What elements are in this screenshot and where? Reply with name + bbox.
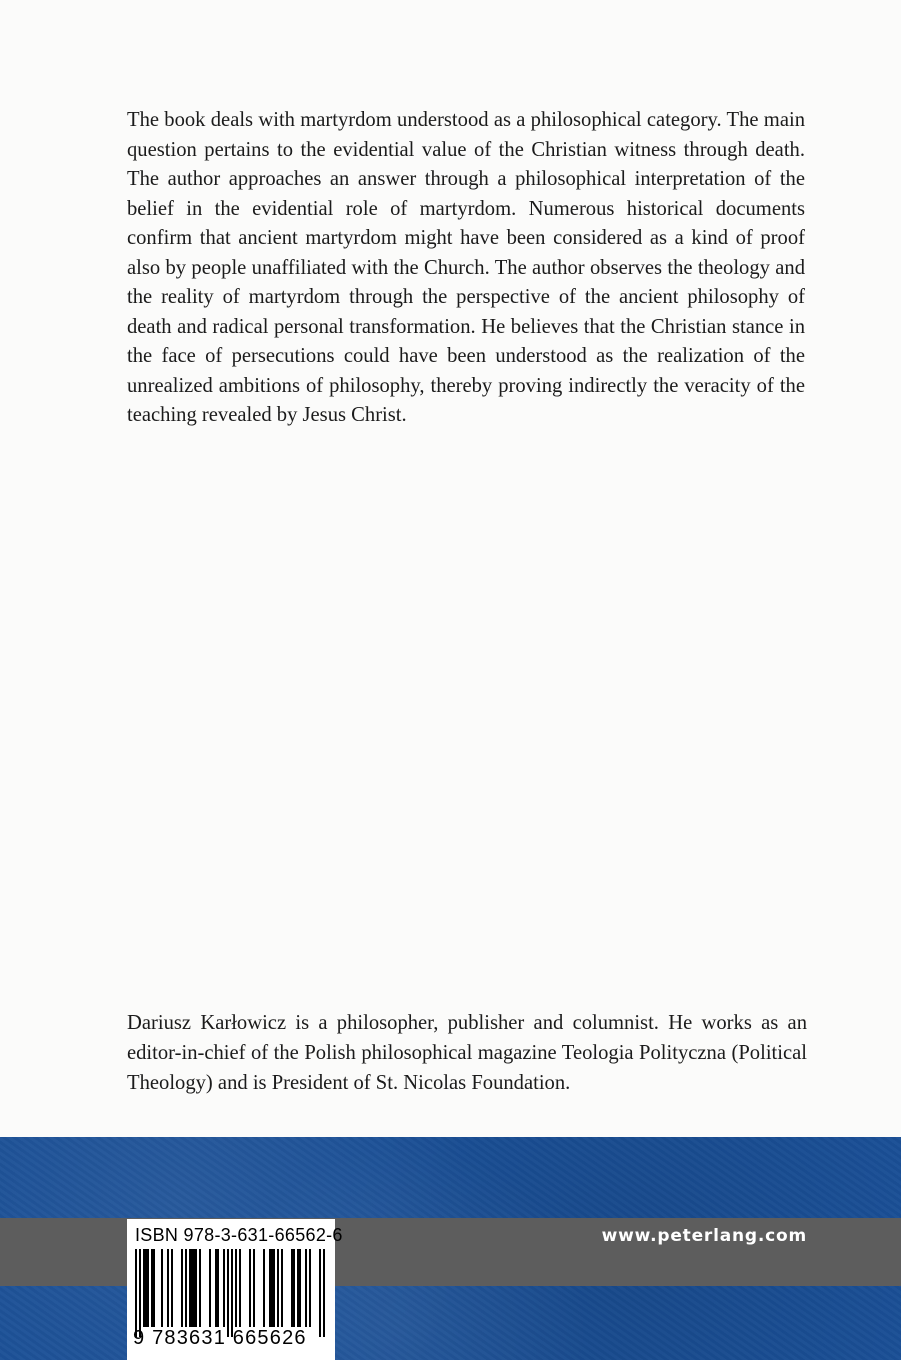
barcode-bar — [167, 1249, 169, 1327]
barcode-bar — [239, 1249, 241, 1327]
barcode-bar — [185, 1249, 187, 1327]
barcode-bar — [235, 1249, 237, 1327]
barcode-digits: 9 783631 665626 — [133, 1327, 307, 1349]
barcode-bar — [181, 1249, 183, 1327]
barcode-bar — [151, 1249, 153, 1327]
barcode-bar — [199, 1249, 201, 1327]
barcode-bar — [135, 1249, 137, 1337]
barcode-bar — [249, 1249, 251, 1327]
barcode-bar — [269, 1249, 271, 1327]
barcode-bar — [143, 1249, 145, 1327]
barcode-bar — [191, 1249, 193, 1327]
isbn-label: ISBN 978-3-631-66562-6 — [135, 1225, 343, 1245]
author-bio: Dariusz Karłowicz is a philosopher, publisher and columnist. He works as an editor-in-chief of the Polish philosophical magazine Teologia Polityczna (Political Theology) and is President of St. Nicolas Foundation. — [127, 1012, 807, 1094]
barcode-bar — [263, 1249, 265, 1327]
barcode-bar — [231, 1249, 233, 1337]
barcode-bar — [291, 1249, 293, 1327]
barcode-bar — [253, 1249, 255, 1327]
book-description: The book deals with martyrdom understood as a philosophical category. The main question pertains to the evidential value of the Christian witness through death. The author approaches an answer through a philosophical interpretation of the belief in the evidential role of martyrdom. Numerous historical documents confirm that ancient martyrdom might have been considered as a kind of proof also by people unaffiliated with the Church. The author observes the theology and the reality of martyrdom through the perspective of the ancient philosophy of death and radical personal transformation. He believes that the Christian stance in the face of persecutions could have been understood as the realization of the unrealized ambitions of philosophy, thereby proving indirectly the veracity of the teaching revealed by Jesus Christ. — [127, 109, 805, 426]
barcode-bar — [217, 1249, 219, 1327]
barcode-bar — [299, 1249, 301, 1327]
barcode-bar — [209, 1249, 211, 1327]
barcode-bar — [195, 1249, 197, 1327]
barcode-bar — [319, 1249, 321, 1337]
barcode-bar — [297, 1249, 299, 1327]
barcode-bar — [171, 1249, 173, 1327]
barcode-bar — [277, 1249, 279, 1327]
barcode-bar — [273, 1249, 275, 1327]
barcode-bar — [139, 1249, 141, 1337]
barcode-bar — [215, 1249, 217, 1327]
barcode-bar — [309, 1249, 311, 1327]
barcode-bar — [223, 1249, 225, 1327]
barcode-bar — [227, 1249, 229, 1337]
barcode-panel — [127, 1219, 343, 1360]
barcode-bar — [323, 1249, 325, 1337]
barcode-bar — [271, 1249, 273, 1327]
barcode-bar — [281, 1249, 283, 1327]
barcode-bar — [293, 1249, 295, 1327]
barcode-bar — [145, 1249, 147, 1327]
publisher-website[interactable]: www.peterlang.com — [601, 1226, 807, 1246]
barcode-bar — [147, 1249, 149, 1327]
barcode-bar — [153, 1249, 155, 1327]
barcode-bar — [305, 1249, 307, 1327]
barcode-bar — [161, 1249, 163, 1327]
barcode-bar — [193, 1249, 195, 1327]
barcode-bar — [189, 1249, 191, 1327]
